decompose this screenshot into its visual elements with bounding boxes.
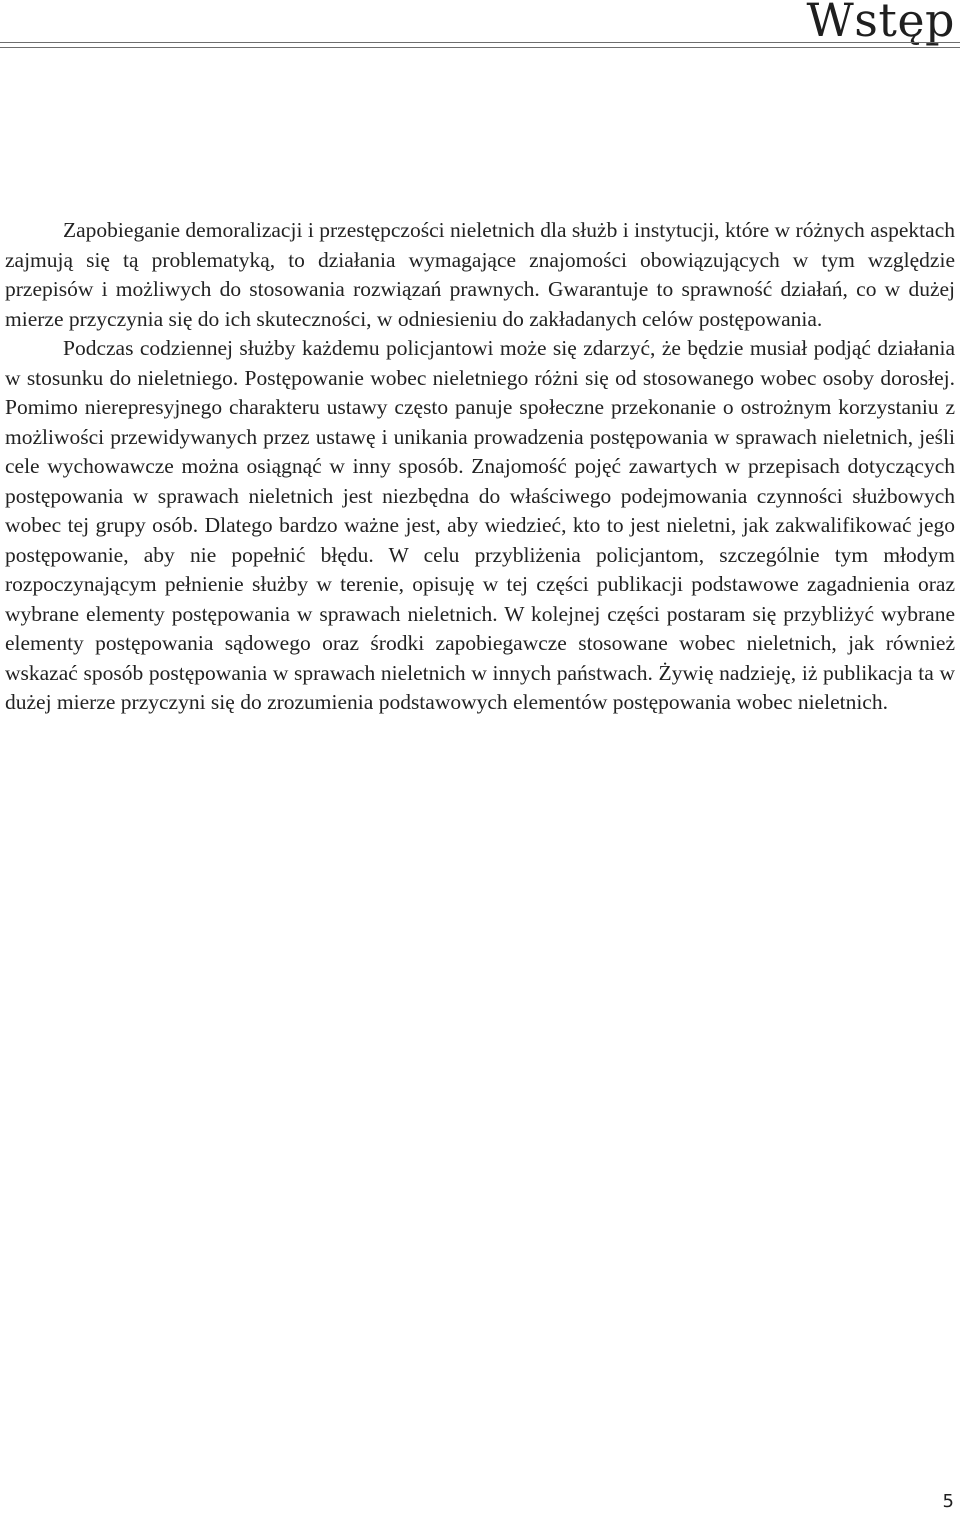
title-rule [0,42,960,48]
paragraph-main: Podczas codziennej służby każdemu policjantowi może się zdarzyć, że będzie musiał podjąć działania w stosunku do nieletniego. Postępowanie wobec nieletniego różni się od stosowanego wobec osoby dorosłej. Pomimo nierepresyjnego charakteru ustawy często panuje społeczne przekonanie o ostrożnym korzystaniu z możliwości przewidywanych przez ustawę i unikania prowadzenia postępowania w sprawach nieletnich, jeśli cele wychowawcze można osiągnąć w inny sposób. Znajomość pojęć zawartych w przepisach dotyczących postępowania w sprawach nieletnich jest niezbędna do właściwego podejmowania czynności służbowych wobec tej grupy osób. Dlatego bardzo ważne jest, aby wiedzieć, kto to jest nieletni, jak zakwalifikować jego postępowanie, aby nie popełnić błędu. W celu przybliżenia policjantom, szczególnie tym młodym rozpoczynającym pełnienie służby w terenie, opisuję w tej części publikacji podstawowe zagadnienia oraz wybrane elementy postępowania w sprawach nieletnich. W kolejnej części postaram się przybliżyć wybrane elementy postępowania sądowego oraz środki zapobiegawcze stosowane wobec nieletnich, jak również wskazać sposób postępowania w sprawach nieletnich w innych państwach. Żywię nadzieję, iż publikacja ta w dużej mierze przyczyni się do zrozumienia podstawowych elementów postępowania wobec nieletnich. [5,336,955,714]
body-text [5,216,955,718]
page-number: 5 [942,1491,954,1512]
page-title: Wstęp [806,0,955,47]
paragraph-intro: Zapobieganie demoralizacji i przestępczości nieletnich dla służb i instytucji, które w różnych aspektach zajmują się tą problematyką, to działania wymagające znajomości obowiązujących w tym względzie przepisów i możliwych do stosowania rozwiązań prawnych. Gwarantuje to sprawność działań, co w dużej mierze przyczynia się do ich skuteczności, w odniesieniu do zakładanych celów postępowania. [5,218,955,331]
